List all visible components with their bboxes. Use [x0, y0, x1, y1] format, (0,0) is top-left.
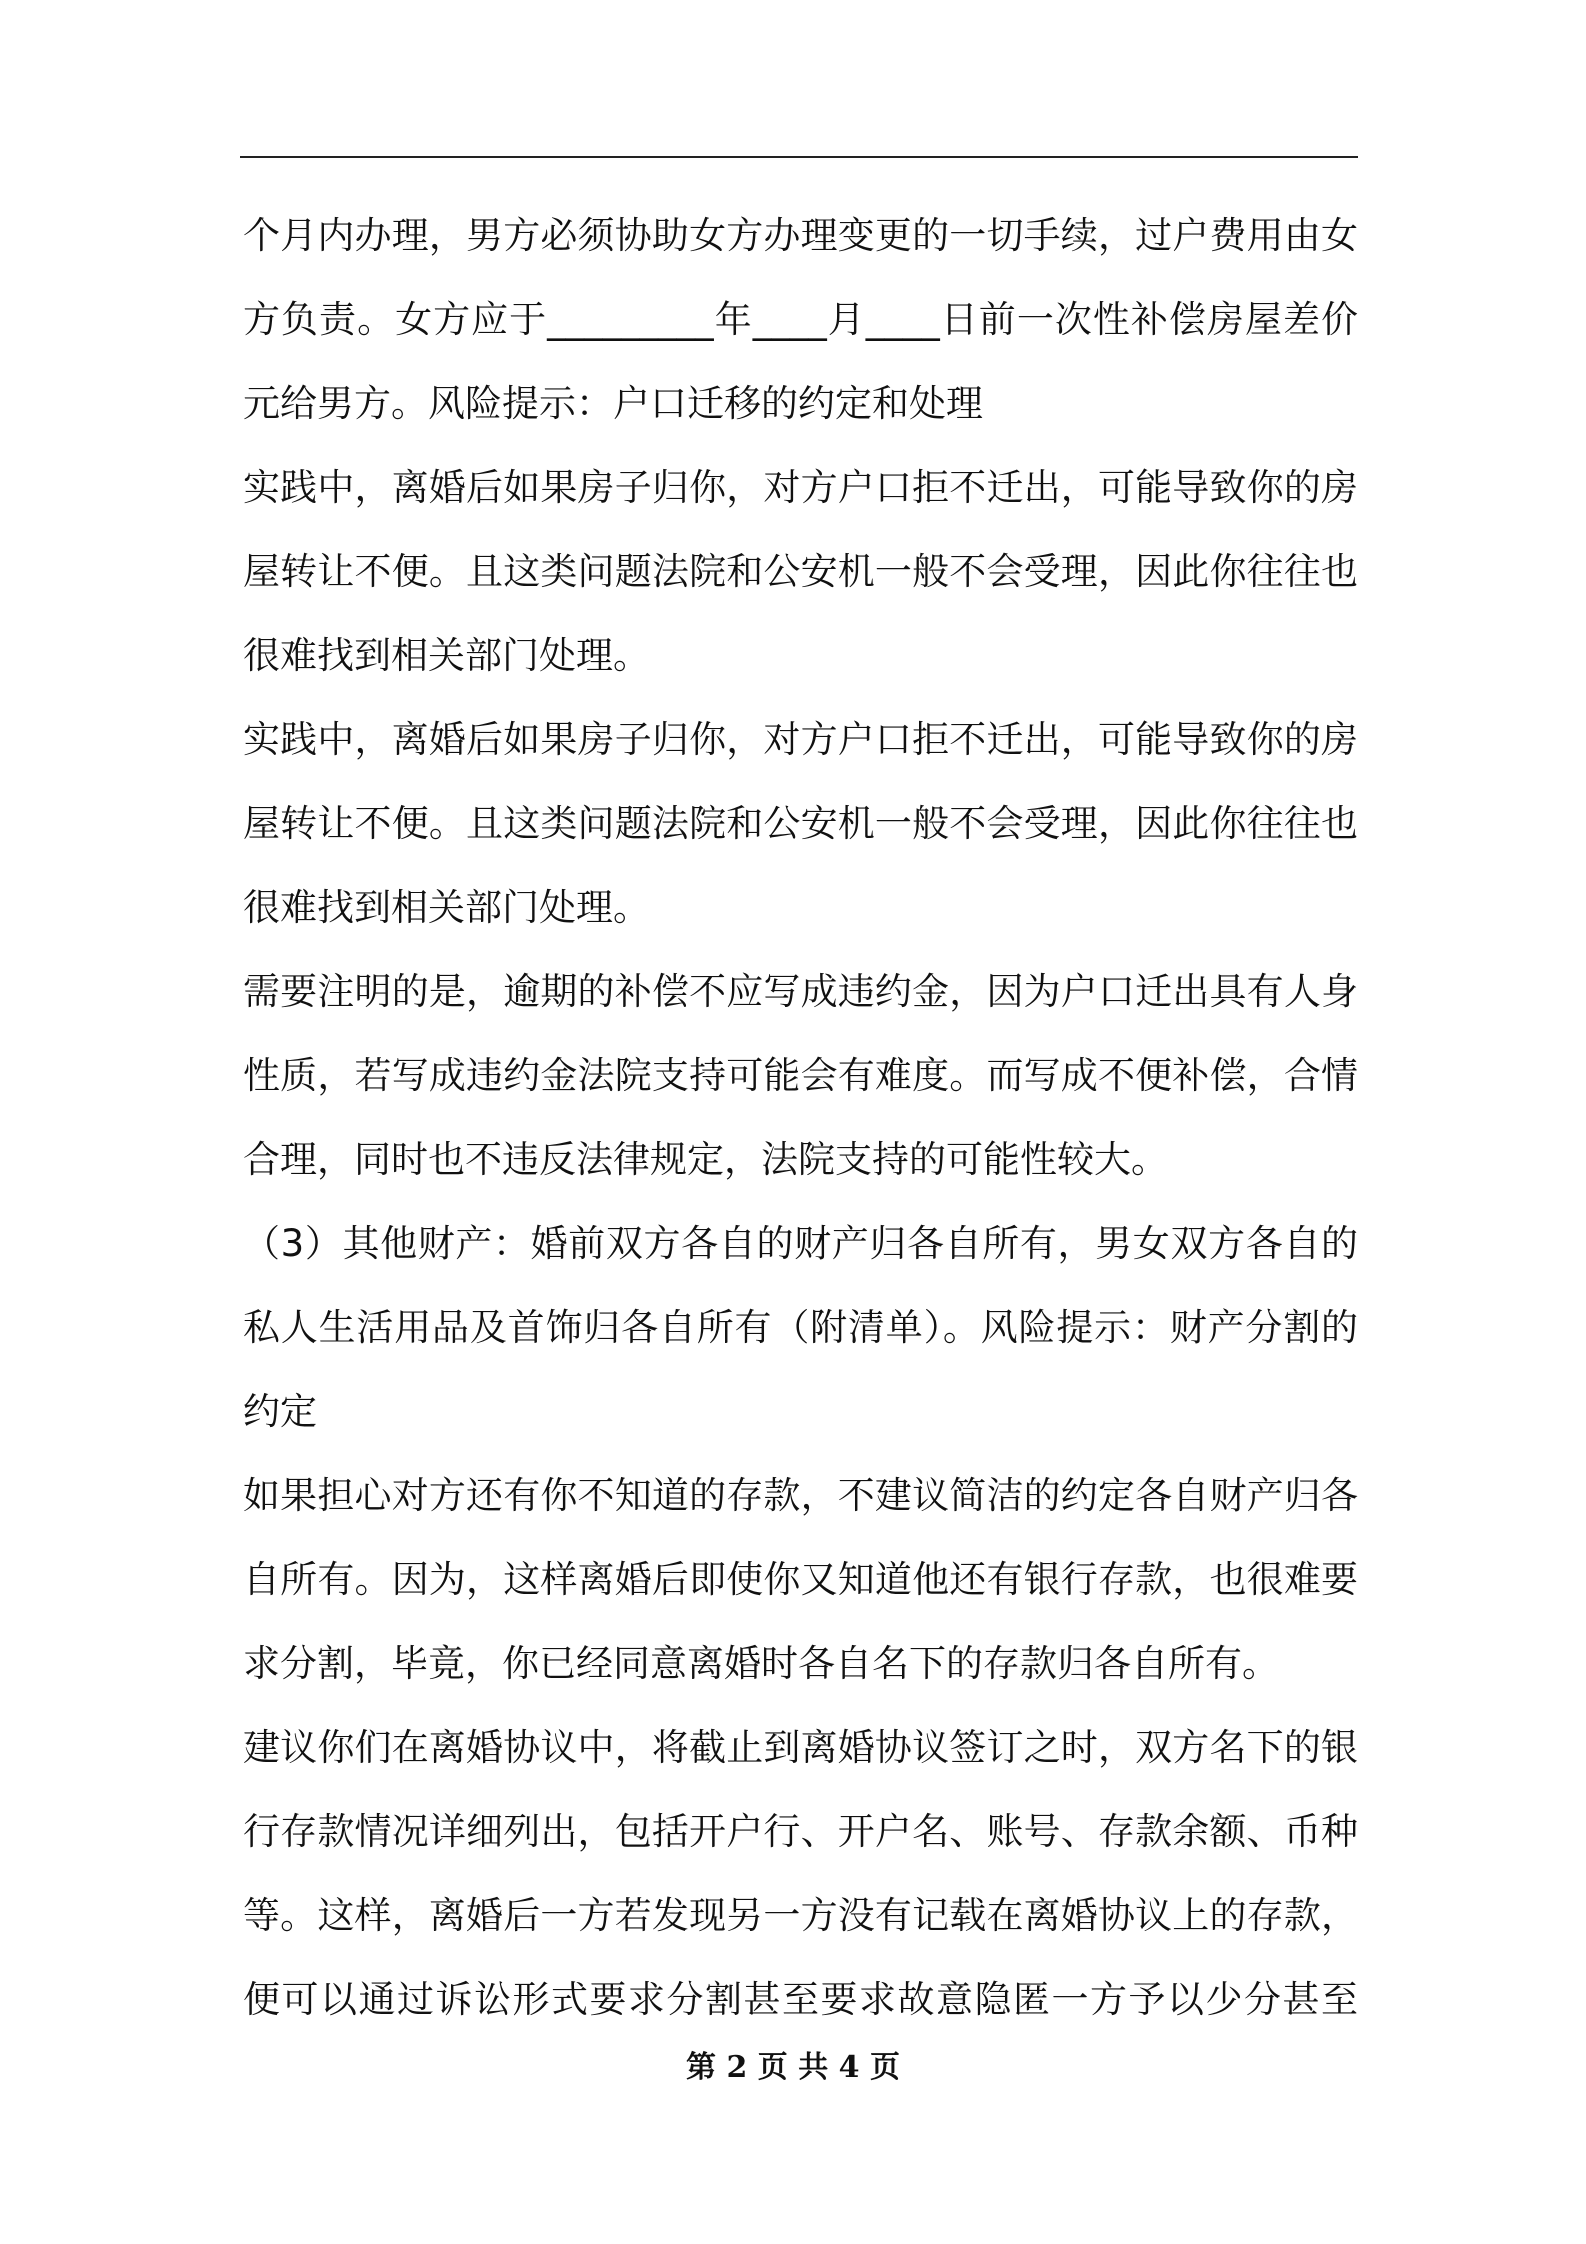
text-line: 很难找到相关部门处理。 [243, 634, 650, 677]
text-line: 合理，同时也不违反法律规定，法院支持的可能性较大。 [243, 1138, 1168, 1181]
text-line: 求分割，毕竟，你已经同意离婚时各自名下的存款归各自所有。 [243, 1642, 1279, 1685]
text-line: 如果担心对方还有你不知道的存款，不建议简洁的约定各自财产归各 [243, 1474, 1358, 1517]
text-line: 私人生活用品及首饰归各自所有（附清单）。风险提示：财产分割的 [243, 1306, 1358, 1349]
text-line: 元给男方。风险提示：户口迁移的约定和处理 [243, 382, 983, 425]
text-line: 屋转让不便。且这类问题法院和公安机一般不会受理，因此你往往也 [243, 550, 1358, 593]
text-line: 约定 [243, 1390, 317, 1433]
text-line: 实践中，离婚后如果房子归你，对方户口拒不迁出，可能导致你的房 [243, 466, 1358, 509]
text-line: 个月内办理，男方必须协助女方办理变更的一切手续，过户费用由女 [243, 214, 1358, 257]
text-line: 行存款情况详细列出，包括开户行、开户名、账号、存款余额、币种 [243, 1810, 1358, 1853]
text-line: 自所有。因为，这样离婚后即使你又知道他还有银行存款，也很难要 [243, 1558, 1358, 1601]
body-text [243, 194, 1358, 2042]
text-line: 方负责。女方应于_________年____月____日前一次性补偿房屋差价 [243, 298, 1358, 341]
text-line: 建议你们在离婚协议中，将截止到离婚协议签订之时，双方名下的银 [243, 1726, 1358, 1769]
text-line: 很难找到相关部门处理。 [243, 886, 650, 929]
header-rule [240, 156, 1358, 158]
text-line: 屋转让不便。且这类问题法院和公安机一般不会受理，因此你往往也 [243, 802, 1358, 845]
text-line: 实践中，离婚后如果房子归你，对方户口拒不迁出，可能导致你的房 [243, 718, 1358, 761]
text-line: 性质，若写成违约金法院支持可能会有难度。而写成不便补偿，合情 [243, 1054, 1358, 1097]
page-number-footer: 第 2 页 共 4 页 [686, 2050, 900, 2085]
text-line: 等。这样，离婚后一方若发现另一方没有记载在离婚协议上的存款， [243, 1894, 1358, 1937]
text-line: （3）其他财产：婚前双方各自的财产归各自所有，男女双方各自的 [243, 1222, 1358, 1265]
text-line: 便可以通过诉讼形式要求分割甚至要求故意隐匿一方予以少分甚至 [243, 1978, 1358, 2021]
text-line: 需要注明的是，逾期的补偿不应写成违约金，因为户口迁出具有人身 [243, 970, 1358, 1013]
